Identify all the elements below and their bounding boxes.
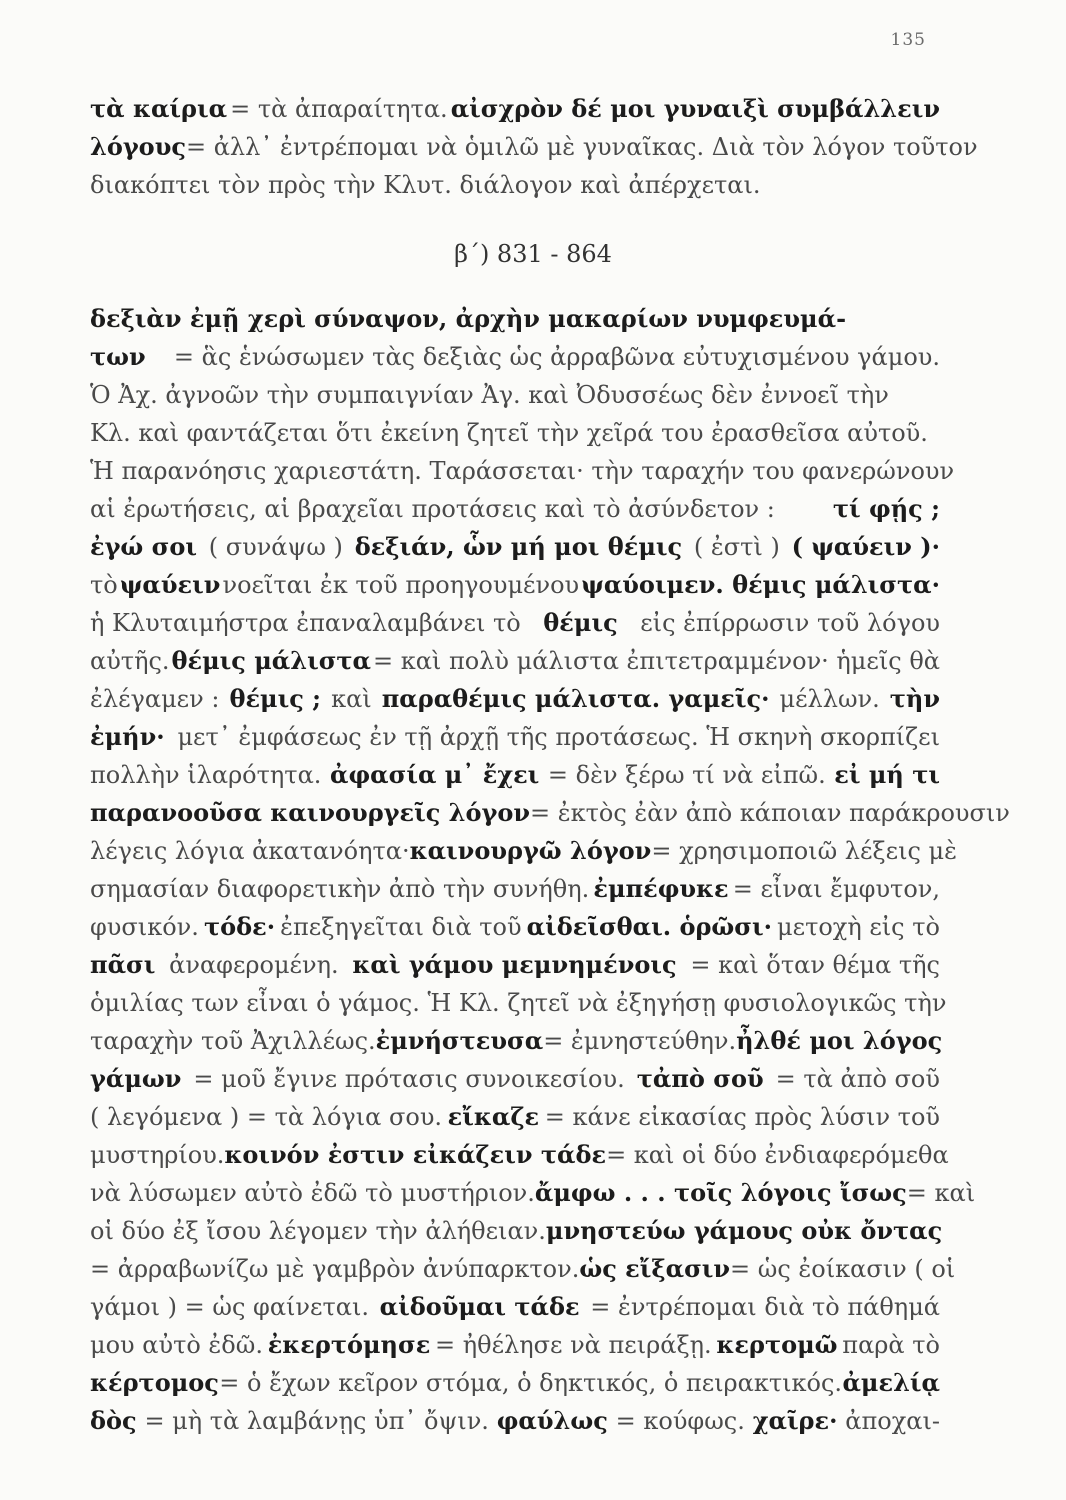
gloss-text: φυσικόν.	[90, 913, 199, 941]
gloss-text: σημασίαν διαφορετικὴν ἀπὸ τὴν συνήθη.	[90, 875, 590, 903]
text-line	[90, 756, 940, 794]
lemma-term: ψαύειν	[119, 570, 221, 599]
gloss-text: ( ἐστὶ )	[693, 533, 780, 561]
text-line	[90, 832, 958, 870]
gloss-text: λέγεις λόγια ἀκατανόητα·	[90, 837, 410, 865]
gloss-text: = ἠθέλησε νὰ πειράξῃ.	[435, 1331, 712, 1359]
text-line	[90, 1174, 976, 1212]
gloss-text: = ἐκτὸς ἐὰν ἀπὸ κάποιαν παράκρουσιν	[530, 799, 1010, 827]
text-line	[90, 908, 940, 946]
text-line	[90, 90, 940, 128]
lemma-term: κοινόν ἐστιν εἰκάζειν τάδε	[224, 1140, 607, 1169]
lemma-term: φαύλως	[496, 1406, 608, 1435]
lemma-term: κερτομῶ	[716, 1330, 838, 1359]
gloss-text: = εἶναι ἔμφυτον,	[732, 875, 940, 903]
text-line	[90, 1364, 940, 1402]
lemma-term: τί φῄς ;	[832, 494, 940, 523]
lemma-term: τἀπὸ σοῦ	[636, 1064, 764, 1093]
gloss-text: = μὴ τὰ λαμβάνῃς ὑπ᾽ ὄψιν.	[144, 1407, 489, 1435]
lemma-term: ὡς εἴξασιν	[579, 1254, 731, 1283]
text-line	[90, 870, 940, 908]
gloss-text: = ἀρραβωνίζω μὲ γαμβρὸν ἀνύπαρκτον.	[90, 1255, 580, 1283]
gloss-text: ὁμιλίας των εἶναι ὁ γάμος. Ἡ Κλ. ζητεῖ νὰ ἐξηγήσῃ φυσιολογικῶς τὴν	[90, 989, 947, 1017]
gloss-text: = ὁ ἔχων κεῖρον στόμα, ὁ δηκτικός, ὁ πειρακτικός.	[219, 1369, 843, 1397]
gloss-text: μου αὐτὸ ἐδῶ.	[90, 1331, 263, 1359]
gloss-text: = καὶ ὅταν θέμα τῆς	[690, 951, 940, 979]
gloss-text: = ἀλλ᾽ ἐντρέπομαι νὰ ὁμιλῶ μὲ γυναῖκας. Διὰ τὸν λόγον τοῦτον	[185, 133, 978, 161]
lemma-term: δεξιάν, ὧν μή μοι θέμις	[354, 532, 683, 561]
gloss-text: = κάνε εἰκασίας πρὸς λύσιν τοῦ	[544, 1103, 940, 1131]
text-line	[90, 984, 947, 1022]
lemma-term: ἐμήν·	[90, 722, 165, 751]
lemma-term: ἐγώ σοι	[90, 532, 197, 561]
gloss-text: = χρησιμοποιῶ λέξεις μὲ	[651, 837, 958, 865]
text-line	[90, 300, 940, 338]
gloss-text: = ἐντρέπομαι διὰ τὸ πάθημά	[590, 1293, 940, 1321]
text-line	[90, 376, 940, 414]
lemma-term: δεξιὰν ἐμῇ χερὶ σύναψον, ἀρχὴν μακαρίων νυμφευμά-	[90, 304, 847, 333]
lemma-term: των	[90, 342, 146, 371]
gloss-text: διακόπτει τὸν πρὸς τὴν Κλυτ. διάλογον καὶ ἀπέρχεται.	[90, 171, 761, 199]
lemma-term: καὶ γάμου μεμνημένοις	[352, 950, 677, 979]
gloss-text: Κλ. καὶ φαντάζεται ὅτι ἐκείνη ζητεῖ τὴν χεῖρά του ἐρασθεῖσα αὐτοῦ.	[90, 419, 928, 447]
gloss-text: αἱ ἐρωτήσεις, αἱ βραχεῖαι προτάσεις καὶ τὸ ἀσύνδετον :	[90, 495, 775, 523]
lemma-term: κέρτομος	[90, 1368, 219, 1397]
lemma-term: ἀφασία μ᾽ ἔχει	[330, 760, 540, 789]
gloss-text: τὸ	[90, 571, 118, 599]
text-line	[90, 642, 940, 680]
gloss-text: = τὰ ἀπὸ σοῦ	[775, 1065, 940, 1093]
lemma-term: ἦλθέ μοι λόγος	[736, 1026, 943, 1055]
text-line	[90, 1326, 940, 1364]
gloss-text: πολλὴν ἱλαρότητα.	[90, 761, 322, 789]
lemma-term: πᾶσι	[90, 950, 156, 979]
lemma-term: παρανοοῦσα καινουργεῖς λόγον	[90, 798, 531, 827]
text-line	[90, 1402, 940, 1440]
gloss-text: Ὁ Ἀχ. ἀγνοῶν τὴν συμπαιγνίαν Ἀγ. καὶ Ὀδυσσέως δὲν ἐννοεῖ τὴν	[90, 381, 889, 409]
lemma-term: εἰ μή τι	[834, 760, 940, 789]
gloss-text: ἀναφερομένη.	[169, 951, 339, 979]
page-number: 135	[890, 30, 926, 50]
gloss-text: = καὶ	[906, 1179, 976, 1207]
lemma-term: λόγους	[90, 132, 186, 161]
lemma-term: αἰσχρὸν δέ μοι γυναιξὶ συμβάλλειν	[450, 94, 940, 123]
gloss-text: = δὲν ξέρω τί νὰ εἰπῶ.	[547, 761, 826, 789]
lemma-term: θέμις μάλιστα	[171, 646, 372, 675]
lemma-term: ἐμνήστευσα	[375, 1026, 544, 1055]
commentary-main	[90, 300, 1010, 1440]
lemma-term: παραθέμις μάλιστα. γαμεῖς·	[381, 684, 770, 713]
lemma-term: αἰδεῖσθαι. ὁρῶσι·	[526, 912, 772, 941]
gloss-text: μυστηρίου.	[90, 1141, 225, 1169]
gloss-text: = μοῦ ἔγινε πρότασις συνοικεσίου.	[193, 1065, 625, 1093]
lemma-term: ( ψαύειν )·	[791, 532, 940, 561]
gloss-text: εἰς ἐπίρρωσιν τοῦ λόγου	[640, 609, 940, 637]
gloss-text: = καὶ πολὺ μάλιστα ἐπιτετραμμένον· ἡμεῖς θὰ	[372, 647, 940, 675]
gloss-text: = ἐμνηστεύθην.	[543, 1027, 737, 1055]
lemma-term: ψαύοιμεν. θέμις μάλιστα·	[581, 570, 940, 599]
gloss-text: νοεῖται ἐκ τοῦ προηγουμένου	[222, 571, 580, 599]
gloss-text: γάμοι ) = ὡς φαίνεται.	[90, 1293, 369, 1321]
commentary-top	[90, 90, 978, 204]
text-line	[90, 680, 940, 718]
gloss-text: αὐτῆς.	[90, 647, 170, 675]
lemma-term: τὰ καίρια	[90, 94, 228, 123]
gloss-text: ἀποχαι-	[845, 1407, 940, 1435]
lemma-term: τόδε·	[203, 912, 276, 941]
gloss-text: παρὰ τὸ	[842, 1331, 940, 1359]
section-heading: β΄) 831 - 864	[454, 240, 612, 268]
lemma-term: τὴν	[889, 684, 940, 713]
text-line	[90, 1288, 940, 1326]
gloss-text: μετοχὴ εἰς τὸ	[777, 913, 940, 941]
gloss-text: = τὰ ἀπαραίτητα.	[230, 95, 448, 123]
lemma-term: γάμων	[90, 1064, 182, 1093]
text-line	[90, 718, 940, 756]
gloss-text: ἡ Κλυταιμήστρα ἐπαναλαμβάνει τὸ	[90, 609, 521, 637]
lemma-term: αἰδοῦμαι τάδε	[379, 1292, 580, 1321]
text-line	[90, 414, 940, 452]
lemma-term: ἄμφω . . . τοῖς λόγοις ἴσως	[534, 1178, 907, 1207]
text-line	[90, 1212, 943, 1250]
lemma-term: χαῖρε·	[752, 1406, 838, 1435]
gloss-text: = κούφως.	[615, 1407, 745, 1435]
lemma-term: μνηστεύω γάμους οὐκ ὄντας	[545, 1216, 943, 1245]
gloss-text: ( λεγόμενα ) = τὰ λόγια σου.	[90, 1103, 443, 1131]
text-line	[90, 128, 978, 166]
text-line	[90, 566, 940, 604]
text-line	[90, 166, 940, 204]
gloss-text: ( συνάψω )	[208, 533, 343, 561]
lemma-term: θέμις ;	[229, 684, 322, 713]
gloss-text: οἱ δύο ἐξ ἴσου λέγομεν τὴν ἀλήθειαν.	[90, 1217, 546, 1245]
gloss-text: = καὶ οἱ δύο ἐνδιαφερόμεθα	[606, 1141, 949, 1169]
gloss-text: ἐπεξηγεῖται διὰ τοῦ	[280, 913, 522, 941]
gloss-text: = ὡς ἐοίκασιν ( οἱ	[730, 1255, 956, 1283]
text-line	[90, 1136, 949, 1174]
text-line	[90, 1250, 956, 1288]
gloss-text: = ἃς ἑνώσωμεν τὰς δεξιὰς ὡς ἀρραβῶνα εὐτυχισμένου γάμου.	[173, 343, 940, 371]
text-line	[90, 604, 940, 642]
lemma-term: καινουργῶ λόγον	[409, 836, 652, 865]
gloss-text: καὶ	[331, 685, 372, 713]
text-line	[90, 338, 940, 376]
gloss-text: ταραχὴν τοῦ Ἀχιλλέως.	[90, 1027, 376, 1055]
lemma-term: ἐμπέφυκε	[593, 874, 729, 903]
text-line	[90, 452, 955, 490]
text-line	[90, 794, 1010, 832]
lemma-term: θέμις	[543, 608, 618, 637]
lemma-term: δὸς	[90, 1406, 137, 1435]
text-line	[90, 946, 940, 984]
lemma-term: ἐκερτόμησε	[267, 1330, 431, 1359]
text-line	[90, 1098, 940, 1136]
lemma-term: ἀμελίᾳ	[842, 1368, 940, 1397]
gloss-text: νὰ λύσωμεν αὐτὸ ἐδῶ τὸ μυστήριον.	[90, 1179, 535, 1207]
gloss-text: μέλλων.	[779, 685, 880, 713]
text-line	[90, 528, 940, 566]
gloss-text: ἐλέγαμεν :	[90, 685, 220, 713]
text-line	[90, 490, 940, 528]
text-line	[90, 1060, 940, 1098]
text-line	[90, 1022, 943, 1060]
gloss-text: Ἡ παρανόησις χαριεστάτη. Ταράσσεται· τὴν ταραχήν του φανερώνουν	[90, 457, 955, 485]
lemma-term: εἴκαζε	[447, 1102, 540, 1131]
gloss-text: μετ᾽ ἐμφάσεως ἐν τῇ ἀρχῇ τῆς προτάσεως. Ἡ σκηνὴ σκορπίζει	[177, 723, 940, 751]
